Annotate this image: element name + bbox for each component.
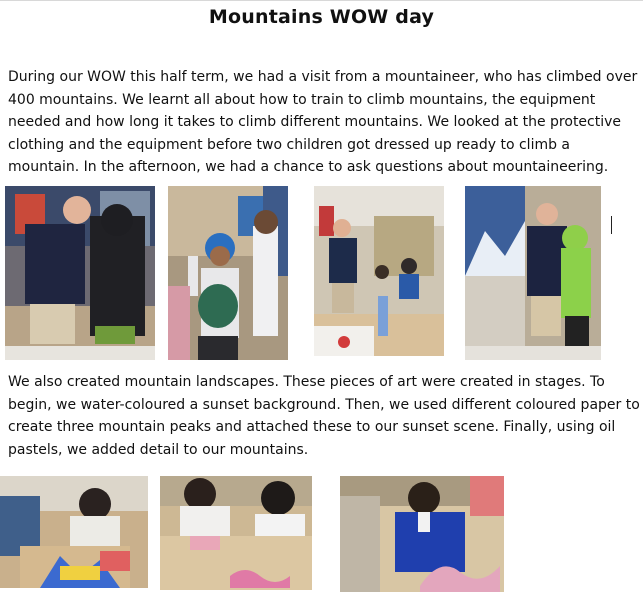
photo-child-in-climbing-gear <box>465 186 601 360</box>
intro-paragraph: During our WOW this half term, we had a visit from a mountaineer, who has climbed over 400 mountains. We learnt all about how to train to climb mountains, the equipment needed and how long it takes to climb different mountains. We looked at the protective clothing and the equipment before two children got dressed up ready to climb a mountain. In the afternoon, we had a chance to ask questions about mountaineering. <box>8 69 638 176</box>
photo-classroom-demonstration <box>314 186 444 356</box>
photo-child-with-rope-and-helmet <box>168 186 288 360</box>
photo-children-at-table <box>160 476 312 590</box>
art-paragraph: We also created mountain landscapes. These pieces of art were created in stages. To begin, we water-coloured a sunset background. Then, we used different coloured paper to create three mountain peaks and attached these to our sunset scene. Finally, using oil pastels, we added detail to our mountains. <box>8 374 640 458</box>
page-top-border <box>0 0 643 1</box>
photo-mountaineer-dressing-child <box>5 186 155 360</box>
photo-child-drawing-mountains <box>340 476 504 592</box>
photo-child-cutting-paper <box>0 476 148 588</box>
text-cursor <box>611 216 612 234</box>
document-title: Mountains WOW day <box>208 6 435 28</box>
